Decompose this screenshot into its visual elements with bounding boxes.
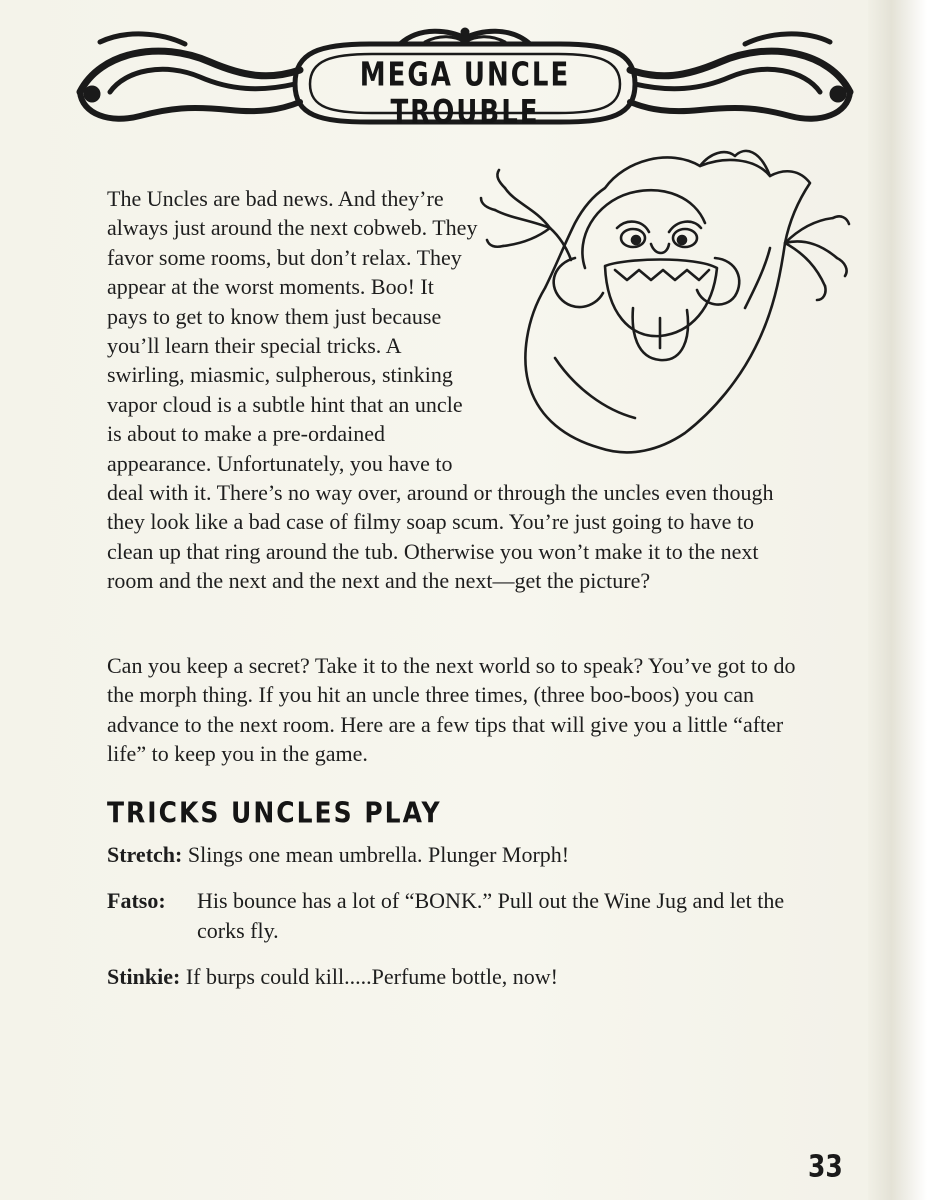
- trick-description-fatso: His bounce has a lot of “BONK.” Pull out the Wine Jug and let the corks fly.: [197, 888, 785, 943]
- tricks-heading: TRICKS UNCLES PLAY: [107, 796, 442, 830]
- trick-name-fatso: Fatso:: [107, 888, 166, 913]
- trick-item-stretch: [107, 840, 569, 870]
- trick-description: Slings one mean umbrella. Plunger Morph!: [187, 842, 570, 867]
- trick-item-stinkie: [107, 962, 558, 992]
- secret-paragraph: Can you keep a secret? Take it to the next world so to speak? You’ve got to do the morph thing. If you hit an uncle three times, (three boo-boos) you can advance to the next room. Here are a few tips that will give you a little “after life” to keep you in the game.: [107, 653, 796, 767]
- page-edge-shadow: [868, 0, 927, 1200]
- intro-paragraph: [107, 184, 797, 596]
- page-number: 33: [808, 1149, 843, 1184]
- page-title: MEGA UNCLE TROUBLE: [359, 56, 571, 132]
- trick-name: Stretch:: [107, 842, 183, 867]
- trick-name: Stinkie:: [107, 964, 181, 989]
- trick-description: If burps could kill.....Perfume bottle, now!: [185, 964, 558, 989]
- illustration-space: [479, 184, 797, 474]
- intro-paragraph-text: The Uncles are bad news. And they’re always just around the next cobweb. They favor some rooms, but don’t relax. They appear at the worst moments. Boo! It pays to get to know them just because you’ll learn their special tricks. A swirling, miasmic, sulpherous, stinking vapor cloud is a subtle hint that an uncle is about to make a pre-ordained appearance. Unfortunately, you have to deal with it. There’s no way over, around or through the uncles even though they look like a bad case of filmy soap scum. You’re just going to have to clean up that ring around the tub. Otherwise you won’t make it to the next room and the next and the next and the next—get the picture?: [107, 186, 774, 594]
